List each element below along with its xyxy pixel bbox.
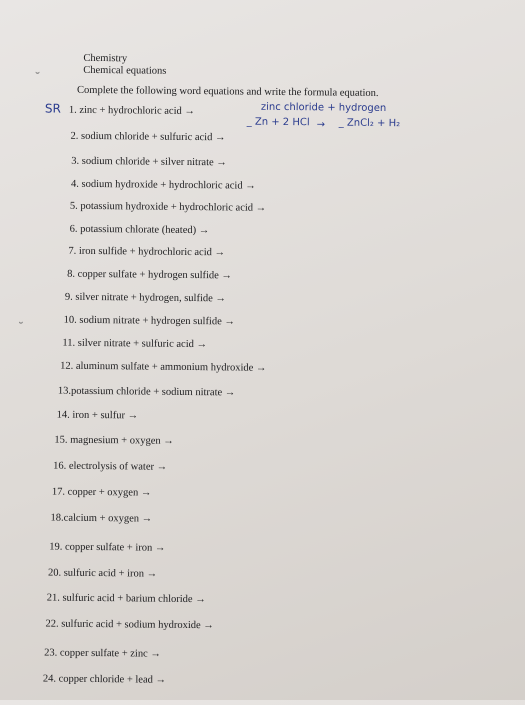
q1-formula-left: _ Zn + 2 HCl [246,116,310,129]
q1-formula-arrow: → [316,119,326,131]
question-item: 21. sulfuric acid + barium chloride → [46,592,206,606]
instruction-text: Complete the following word equations and write the formula equation. [77,84,379,99]
question-item: 8. copper sulfate + hydrogen sulfide → [67,268,233,282]
subject-title: Chemistry [83,52,128,65]
question-item: 13.potassium chloride + sodium nitrate → [57,385,236,399]
question-item: 3. sodium chloride + silver nitrate → [71,155,227,169]
question-item: 2. sodium chloride + sulfuric acid → [70,130,226,144]
question-item: 15. magnesium + oxygen → [54,434,174,447]
question-item: 9. silver nitrate + hydrogen, sulfide → [64,291,227,305]
q1-word-answer: zinc chloride + hydrogen [260,101,387,115]
question-item: 18.calcium + oxygen → [50,512,153,525]
q1-formula-right: _ ZnCl₂ + H₂ [338,117,401,130]
question-item: 16. electrolysis of water → [53,460,168,473]
question-item: 1. zinc + hydrochloric acid → [68,104,195,118]
question-item: 7. iron sulfide + hydrochloric acid → [68,245,226,259]
question-item: 4. sodium hydroxide + hydrochloric acid → [71,178,256,192]
sr-annotation: SR [44,101,61,116]
question-item: 23. copper sulfate + zinc → [44,647,161,660]
question-item: 19. copper sulfate + iron → [49,541,166,554]
question-item: 11. silver nitrate + sulfuric acid → [62,337,208,351]
worksheet-header [83,53,166,78]
margin-mark: ˘ [18,320,24,336]
question-item: 10. sodium nitrate + hydrogen sulfide → [63,314,235,328]
question-item: 12. aluminum sulfate + ammonium hydroxide → [60,360,267,374]
question-item: 24. copper chloride + lead → [42,673,167,686]
question-item: 20. sulfuric acid + iron → [47,567,158,580]
question-item: 6. potassium chlorate (heated) → [69,223,210,237]
topic-title: Chemical equations [83,64,167,77]
question-item: 14. iron + sulfur → [56,409,139,422]
margin-mark: ˘ [35,70,40,86]
question-item: 22. sulfuric acid + sodium hydroxide → [45,618,214,632]
question-item: 17. copper + oxygen → [51,486,152,499]
question-item: 5. potassium hydroxide + hydrochloric acid → [69,200,267,214]
